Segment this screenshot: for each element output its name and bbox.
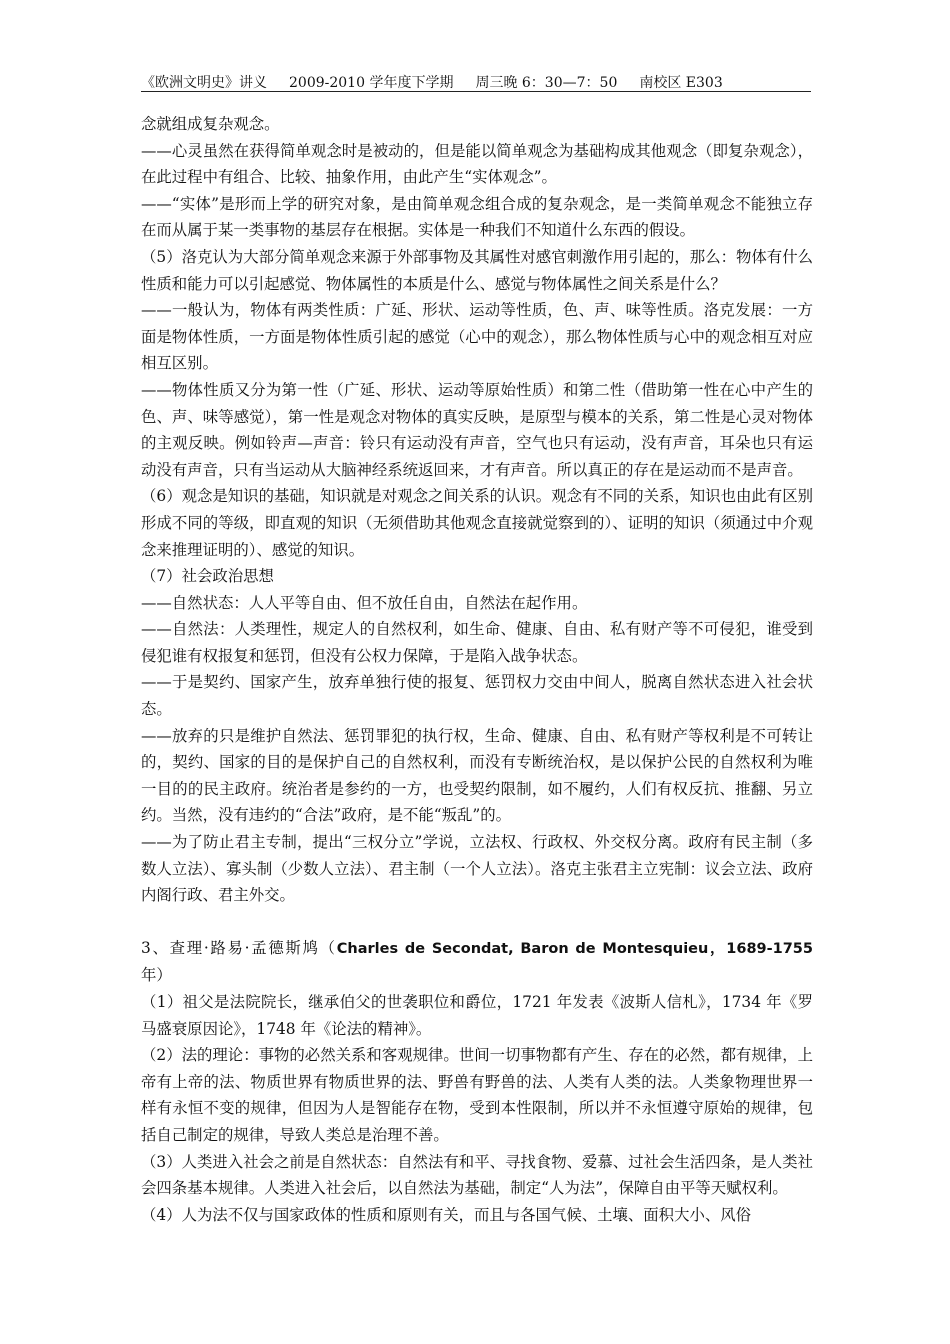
paragraph: （1）祖父是法院院长，继承伯父的世袭职位和爵位，1721 年发表《波斯人信札》，1734 年《罗马盛衰原因论》，1748 年《论法的精神》。 (141, 993, 813, 1038)
paragraph: 念就组成复杂观念。 (141, 115, 280, 133)
paragraph: （5）洛克认为大部分简单观念来源于外部事物及其属性对感官刺激作用引起的，那么：物体有什么性质和能力可以引起感觉、物体属性的本质是什么、感觉与物体属性之间关系是什么？ (141, 247, 813, 293)
header-rule (141, 91, 811, 92)
section-3-latin: Charles de Secondat, Baron de Montesquieu，1689-1755 (336, 940, 813, 957)
paragraph: （7）社会政治思想 (141, 567, 274, 586)
paragraph: ——为了防止君主专制，提出“三权分立”学说，立法权、行政权、外交权分离。政府有民主制（多数人立法）、寡头制（少数人立法）、君主制（一个人立法）。洛克主张君主立宪制：议会立法、政府内阁行政、君主外交。 (141, 833, 813, 905)
paragraph: ——“实体”是形而上学的研究对象，是由简单观念组合成的复杂观念，是一类简单观念不能独立存在而从属于某一类事物的基层存在根据。实体是一种我们不知道什么东西的假设。 (141, 194, 813, 240)
paragraph: （6）观念是知识的基础，知识就是对观念之间关系的认识。观念有不同的关系，知识也由此有区别形成不同的等级，即直观的知识（无须借助其他观念直接就觉察到的）、证明的知识（须通过中介观念来推理证明的）、感觉的知识。 (141, 487, 813, 559)
paragraph: （2）法的理论：事物的必然关系和客观规律。世间一切事物都有产生、存在的必然，都有规律，上帝有上帝的法、物质世界有物质世界的法、野兽有野兽的法、人类有人类的法。人类象物理世界一样有永恒不变的规律，但因为人是智能存在物，受到本性限制，所以并不永恒遵守原始的规律，包括自己制定的规律，导致人类总是治理不善。 (141, 1046, 813, 1144)
section-gap (141, 909, 813, 935)
paragraph: ——一般认为，物体有两类性质：广延、形状、运动等性质，色、声、味等性质。洛克发展：一方面是物体性质，一方面是物体性质引起的感觉（心中的观念），那么物体性质与心中的观念相互对应相互区别。 (141, 301, 813, 373)
paragraph: ——于是契约、国家产生，放弃单独行使的报复、惩罚权力交由中间人，脱离自然状态进入社会状态。 (141, 673, 813, 719)
paragraph: ——自然状态：人人平等自由、但不放任自由，自然法在起作用。 (141, 593, 588, 612)
paragraph: （4）人为法不仅与国家政体的性质和原则有关，而且与各国气候、土壤、面积大小、风俗 (141, 1205, 752, 1224)
header-course: 《欧洲文明史》讲义 (141, 75, 267, 91)
paragraph: ——放弃的只是维护自然法、惩罚罪犯的执行权，生命、健康、自由、私有财产等权利是不可转让的，契约、国家的目的是保护自己的自然权利，而没有专断统治权，是以保护公民的自然权利为唯一目的的民主政府。统治者是参约的一方，也受契约限制，如不履约，人们有权反抗、推翻、另立约。当然，没有违约的“合法”政府，是不能“叛乱”的。 (141, 726, 813, 825)
document-body (141, 111, 813, 1228)
section-3-prefix: 3、查理·路易·孟德斯鸠（ (141, 938, 337, 957)
header-term: 2009-2010 学年度下学期 (289, 75, 454, 91)
page-header (141, 72, 811, 92)
paragraph: ——心灵虽然在获得简单观念时是被动的，但是能以简单观念为基础构成其他观念（即复杂观念），在此过程中有组合、比较、抽象作用，由此产生“实体观念”。 (141, 141, 813, 187)
section-3-heading (141, 935, 813, 989)
paragraph: ——自然法：人类理性，规定人的自然权利，如生命、健康、自由、私有财产等不可侵犯，谁受到侵犯谁有权报复和惩罚，但没有公权力保障，于是陷入战争状态。 (141, 620, 813, 665)
header-location: 南校区 E303 (639, 75, 723, 91)
section-3-suffix: 年） (141, 966, 172, 985)
paragraph: （3）人类进入社会之前是自然状态：自然法有和平、寻找食物、爱慕、过社会生活四条，是人类社会四条基本规律。人类进入社会后，以自然法为基础，制定“人为法”，保障自由平等天赋权利。 (141, 1152, 813, 1198)
paragraph: ——物体性质又分为第一性（广延、形状、运动等原始性质）和第二性（借助第一性在心中产生的色、声、味等感觉），第一性是观念对物体的真实反映，是原型与模本的关系，第二性是心灵对物体的主观反映。例如铃声—声音：铃只有运动没有声音，空气也只有运动，没有声音，耳朵也只有运动没有声音，只有当运动从大脑神经系统返回来，才有声音。所以真正的存在是运动而不是声音。 (141, 380, 813, 479)
header-time: 周三晚 6：30—7：50 (475, 75, 618, 91)
